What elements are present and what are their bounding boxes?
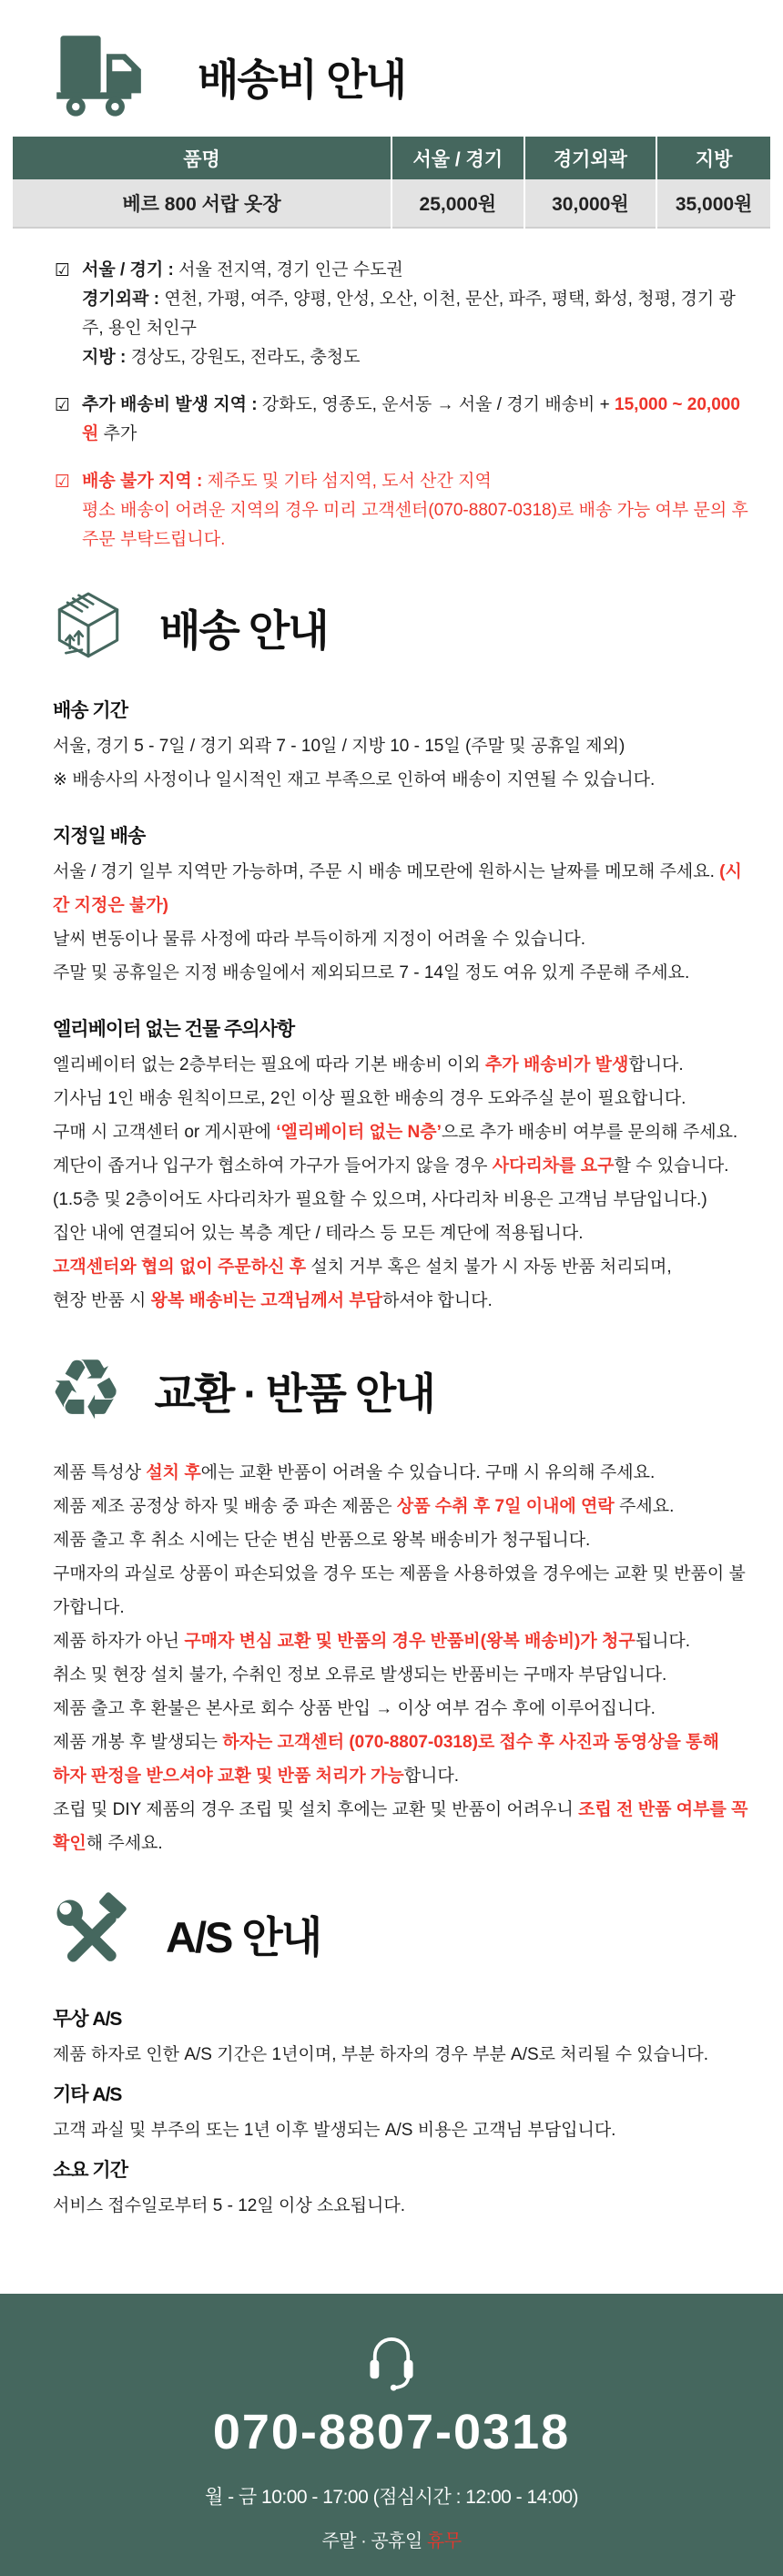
- text-segment: 조립 전 반품 여부를 꼭 확인: [53, 1800, 748, 1853]
- text-segment: 지방 :: [82, 348, 131, 367]
- text-line: [53, 922, 756, 956]
- text-segment: 설치 후: [146, 1463, 201, 1482]
- text-segment: 추가 배송비가 발생: [484, 1055, 629, 1074]
- text-line: [53, 1759, 756, 1793]
- text-line: [53, 1217, 756, 1250]
- text-segment: 엘리베이터 없는 2층부터는 필요에 따라 기본 배송비 이외: [53, 1055, 485, 1074]
- text-segment: 제품 출고 후 환불은 본사로 회수 상품 반입 → 이상 여부 검수 후에 이루어집니다.: [53, 1699, 656, 1718]
- text-segment: 주말 · 공휴일: [321, 2531, 427, 2551]
- text-segment: 제품 하자로 인한 A/S 기간은 1년이며, 부분 하자의 경우 부분 A/S로 처리될 수 있습니다.: [53, 2045, 708, 2064]
- subsection-heading: 소요 기간: [53, 2160, 127, 2181]
- text-segment: 합니다.: [628, 1055, 684, 1074]
- section-title-exchange-return: 교환 · 반품 안내: [154, 1369, 434, 1418]
- text-segment: 추가: [98, 424, 137, 443]
- text-segment: 15,000 ~ 20,000원: [82, 395, 740, 443]
- text-segment: 왕복 배송비는 고객님께서 부담: [150, 1291, 383, 1310]
- section-shipping-fee: [0, 31, 783, 555]
- table-cell: 25,000원: [392, 179, 524, 228]
- table-header-cell: 경기외곽: [524, 137, 657, 179]
- text-line: [53, 956, 756, 990]
- text-line: [55, 256, 756, 285]
- text-segment: 으로 추가 배송비 여부를 문의해 주세요.: [441, 1123, 738, 1142]
- text-line: [55, 343, 756, 372]
- text-line: [55, 467, 756, 496]
- text-line: [53, 1048, 756, 1082]
- text-segment: 조립 및 DIY 제품의 경우 조립 및 설치 후에는 교환 및 반품이 어려우니: [53, 1800, 579, 1819]
- text-segment: 주말 및 공휴일은 지정 배송일에서 제외되므로 7 - 14일 정도 여유 있게 주문해 주세요.: [53, 963, 690, 983]
- text-segment: 서울, 경기 5 - 7일 / 경기 외곽 7 - 10일 / 지방 10 - 15일 (주말 및 공휴일 제외): [53, 737, 625, 756]
- section-shipping-guide: [0, 585, 783, 1318]
- text-line: [53, 1490, 756, 1523]
- text-line: [53, 1557, 756, 1624]
- text-segment: 날씨 변동이나 물류 사정에 따라 부득이하게 지정이 어려울 수 있습니다.: [53, 930, 586, 949]
- subsection-heading: 무상 A/S: [53, 2009, 122, 2030]
- text-segment: 서울 / 경기 일부 지역만 가능하며, 주문 시 배송 메모란에 원하시는 날짜를 메모해 주세요.: [53, 862, 720, 881]
- checkbox-icon: ☑: [55, 260, 71, 280]
- subsection-heading: 배송 기간: [53, 700, 127, 721]
- text-segment: 하자는 고객센터 (070-8807-0318)로 접수 후 사진과 동영상을 통해: [222, 1733, 719, 1752]
- headset-icon: [357, 2382, 426, 2398]
- text-line: [53, 855, 756, 922]
- text-segment: ‘엘리베이터 없는 N층’: [276, 1123, 442, 1142]
- section-header-as-guide: [0, 1891, 783, 1978]
- text-segment: 에는 교환 반품이 어려울 수 있습니다. 구매 시 유의해 주세요.: [200, 1463, 656, 1482]
- text-segment: (시간 지정은 불가): [53, 862, 742, 915]
- table-cell: 30,000원: [524, 179, 657, 228]
- section-header-shipping-guide: [0, 585, 783, 669]
- text-segment: 서비스 접수일로부터 5 - 12일 이상 소요됩니다.: [53, 2196, 405, 2215]
- text-segment: 경상도, 강원도, 전라도, 충청도: [130, 348, 361, 367]
- text-segment: 연천, 가평, 여주, 양평, 안성, 오산, 이천, 문산, 파주, 평택, 화성, 청평, 경기 광주, 용인 처인구: [82, 290, 736, 338]
- text-line: [53, 2113, 756, 2147]
- text-segment: 집안 내에 연결되어 있는 복층 계단 / 테라스 등 모든 계단에 적용됩니다.: [53, 1224, 584, 1243]
- section-as-guide: [0, 1891, 783, 2223]
- text-line: [53, 763, 756, 797]
- table-row: [13, 179, 770, 228]
- customer-center-hours: 월 - 금 10:00 - 17:00 (점심시간 : 12:00 - 14:00): [204, 2487, 579, 2508]
- text-segment: 설치 거부 혹은 설치 불가 시 자동 반품 처리되며,: [306, 1257, 672, 1277]
- text-line: [53, 1250, 756, 1284]
- text-line: [53, 1149, 756, 1183]
- text-segment: 제품 출고 후 취소 시에는 단순 변심 반품으로 왕복 배송비가 청구됩니다.: [53, 1531, 591, 1550]
- text-segment: 취소 및 현장 설치 불가, 수취인 정보 오류로 발생되는 반품비는 구매자 부담입니다.: [53, 1665, 667, 1685]
- text-segment: 강화도, 영종도, 운서동 → 서울 / 경기 배송비 +: [261, 395, 615, 414]
- text-line: [53, 1183, 756, 1217]
- text-segment: 할 수 있습니다.: [614, 1156, 729, 1176]
- text-segment: 사다리차를 요구: [492, 1156, 615, 1176]
- table-header-row: [13, 137, 770, 179]
- section-title-as-guide: A/S 안내: [166, 1913, 321, 1961]
- text-segment: 배송 불가 지역 :: [82, 472, 208, 491]
- text-line: [53, 1284, 756, 1318]
- as-guide-text: [53, 2001, 756, 2223]
- text-line: [55, 285, 756, 343]
- table-header-cell: 지방: [656, 137, 770, 179]
- text-segment: 고객센터와 협의 없이 주문하신 후: [53, 1257, 307, 1277]
- text-segment: 구매 시 고객센터 or 게시판에: [53, 1123, 277, 1142]
- checkbox-icon: ☑: [55, 395, 71, 415]
- text-segment: 현장 반품 시: [53, 1291, 151, 1310]
- shipping-guide-text: [53, 693, 756, 1318]
- text-segment: 휴무: [426, 2531, 462, 2551]
- text-segment: 구매자 변심 교환 및 반품의 경우 반품비(왕복 배송비)가 청구: [184, 1632, 636, 1651]
- text-line: [53, 1692, 756, 1726]
- recycle-icon: ♻: [48, 1341, 124, 1439]
- table-cell: 35,000원: [656, 179, 770, 228]
- text-segment: 됩니다.: [635, 1632, 691, 1651]
- text-line: [53, 1115, 756, 1149]
- table-header-cell: 품명: [13, 137, 392, 179]
- shipping-fee-notes: [55, 256, 756, 555]
- section-title-shipping-guide: 배송 안내: [159, 606, 328, 655]
- subsection-heading: 지정일 배송: [53, 826, 146, 847]
- text-segment: 해 주세요.: [86, 1834, 163, 1853]
- text-line: [53, 1793, 756, 1860]
- shipping-fee-table: [13, 137, 770, 229]
- text-segment: ※ 배송사의 사정이나 일시적인 재고 부족으로 인하여 배송이 지연될 수 있습니다.: [53, 770, 656, 789]
- text-segment: 합니다.: [403, 1767, 460, 1786]
- text-segment: 고객 과실 및 부주의 또는 1년 이후 발생되는 A/S 비용은 고객님 부담입니다.: [53, 2121, 616, 2140]
- text-line: [53, 1456, 756, 1490]
- text-line: [55, 391, 756, 449]
- text-segment: 제품 제조 공정상 하자 및 배송 중 파손 제품은: [53, 1497, 397, 1516]
- text-line: [53, 1726, 756, 1759]
- customer-center-weekend: [0, 2526, 783, 2552]
- table-header-cell: 서울 / 경기: [392, 137, 524, 179]
- text-segment: 경기외곽 :: [82, 290, 165, 309]
- text-line: [53, 1624, 756, 1658]
- text-segment: 제품 개봉 후 발생되는: [53, 1733, 223, 1752]
- text-segment: 평소 배송이 어려운 지역의 경우 미리 고객센터(070-8807-0318)로 배송 가능 여부 문의 후 주문 부탁드립니다.: [82, 501, 748, 549]
- section-header-exchange-return: [0, 1341, 783, 1439]
- text-segment: 서울 전지역, 경기 인근 수도권: [178, 260, 403, 280]
- text-segment: 추가 배송비 발생 지역 :: [82, 395, 262, 414]
- text-segment: 구매자의 과실로 상품이 파손되었을 경우 또는 제품을 사용하였을 경우에는 교환 및 반품이 불가합니다.: [53, 1564, 746, 1617]
- checkbox-icon: ☑: [55, 472, 71, 492]
- section-header-shipping-fee: [0, 31, 783, 122]
- text-segment: 제품 하자가 아닌: [53, 1632, 185, 1651]
- customer-center-phone: 070-8807-0318: [212, 2405, 571, 2459]
- text-line: [53, 1082, 756, 1115]
- text-line: [53, 729, 756, 763]
- text-segment: 기사님 1인 배송 원칙이므로, 2인 이상 필요한 배송의 경우 도와주실 분이 필요합니다.: [53, 1089, 686, 1108]
- subsection-heading: 기타 A/S: [53, 2084, 122, 2105]
- text-line: [53, 1658, 756, 1692]
- subsection-heading: 엘리베이터 없는 건물 주의사항: [53, 1019, 295, 1040]
- text-segment: 하자 판정을 받으셔야 교환 및 반품 처리가 가능: [53, 1767, 404, 1786]
- text-segment: 주세요.: [614, 1497, 675, 1516]
- section-exchange-return: [0, 1341, 783, 1860]
- text-segment: 하셔야 합니다.: [382, 1291, 493, 1310]
- exchange-return-text: [53, 1456, 756, 1860]
- customer-center-footer: [0, 2294, 783, 2576]
- text-line: [53, 1523, 756, 1557]
- section-title-shipping-fee: 배송비 안내: [198, 55, 406, 104]
- text-segment: 제주도 및 기타 섬지역, 도서 산간 지역: [207, 472, 492, 491]
- package-box-icon: [48, 585, 128, 669]
- text-segment: 서울 / 경기 :: [82, 260, 179, 280]
- text-segment: (1.5층 및 2층이어도 사다리차가 필요할 수 있으며, 사다리차 비용은 고객님 부담입니다.): [53, 1190, 707, 1209]
- text-segment: 제품 특성상: [53, 1463, 147, 1482]
- truck-icon: [48, 31, 167, 122]
- table-cell: 베르 800 서랍 옷장: [13, 179, 392, 228]
- text-segment: 계단이 좁거나 입구가 협소하여 가구가 들어가지 않을 경우: [53, 1156, 493, 1176]
- text-segment: 상품 수취 후 7일 이내에 연락: [396, 1497, 615, 1516]
- text-line: [55, 496, 756, 555]
- text-line: [53, 2189, 756, 2223]
- text-line: [53, 2038, 756, 2072]
- tools-icon: [48, 1891, 135, 1978]
